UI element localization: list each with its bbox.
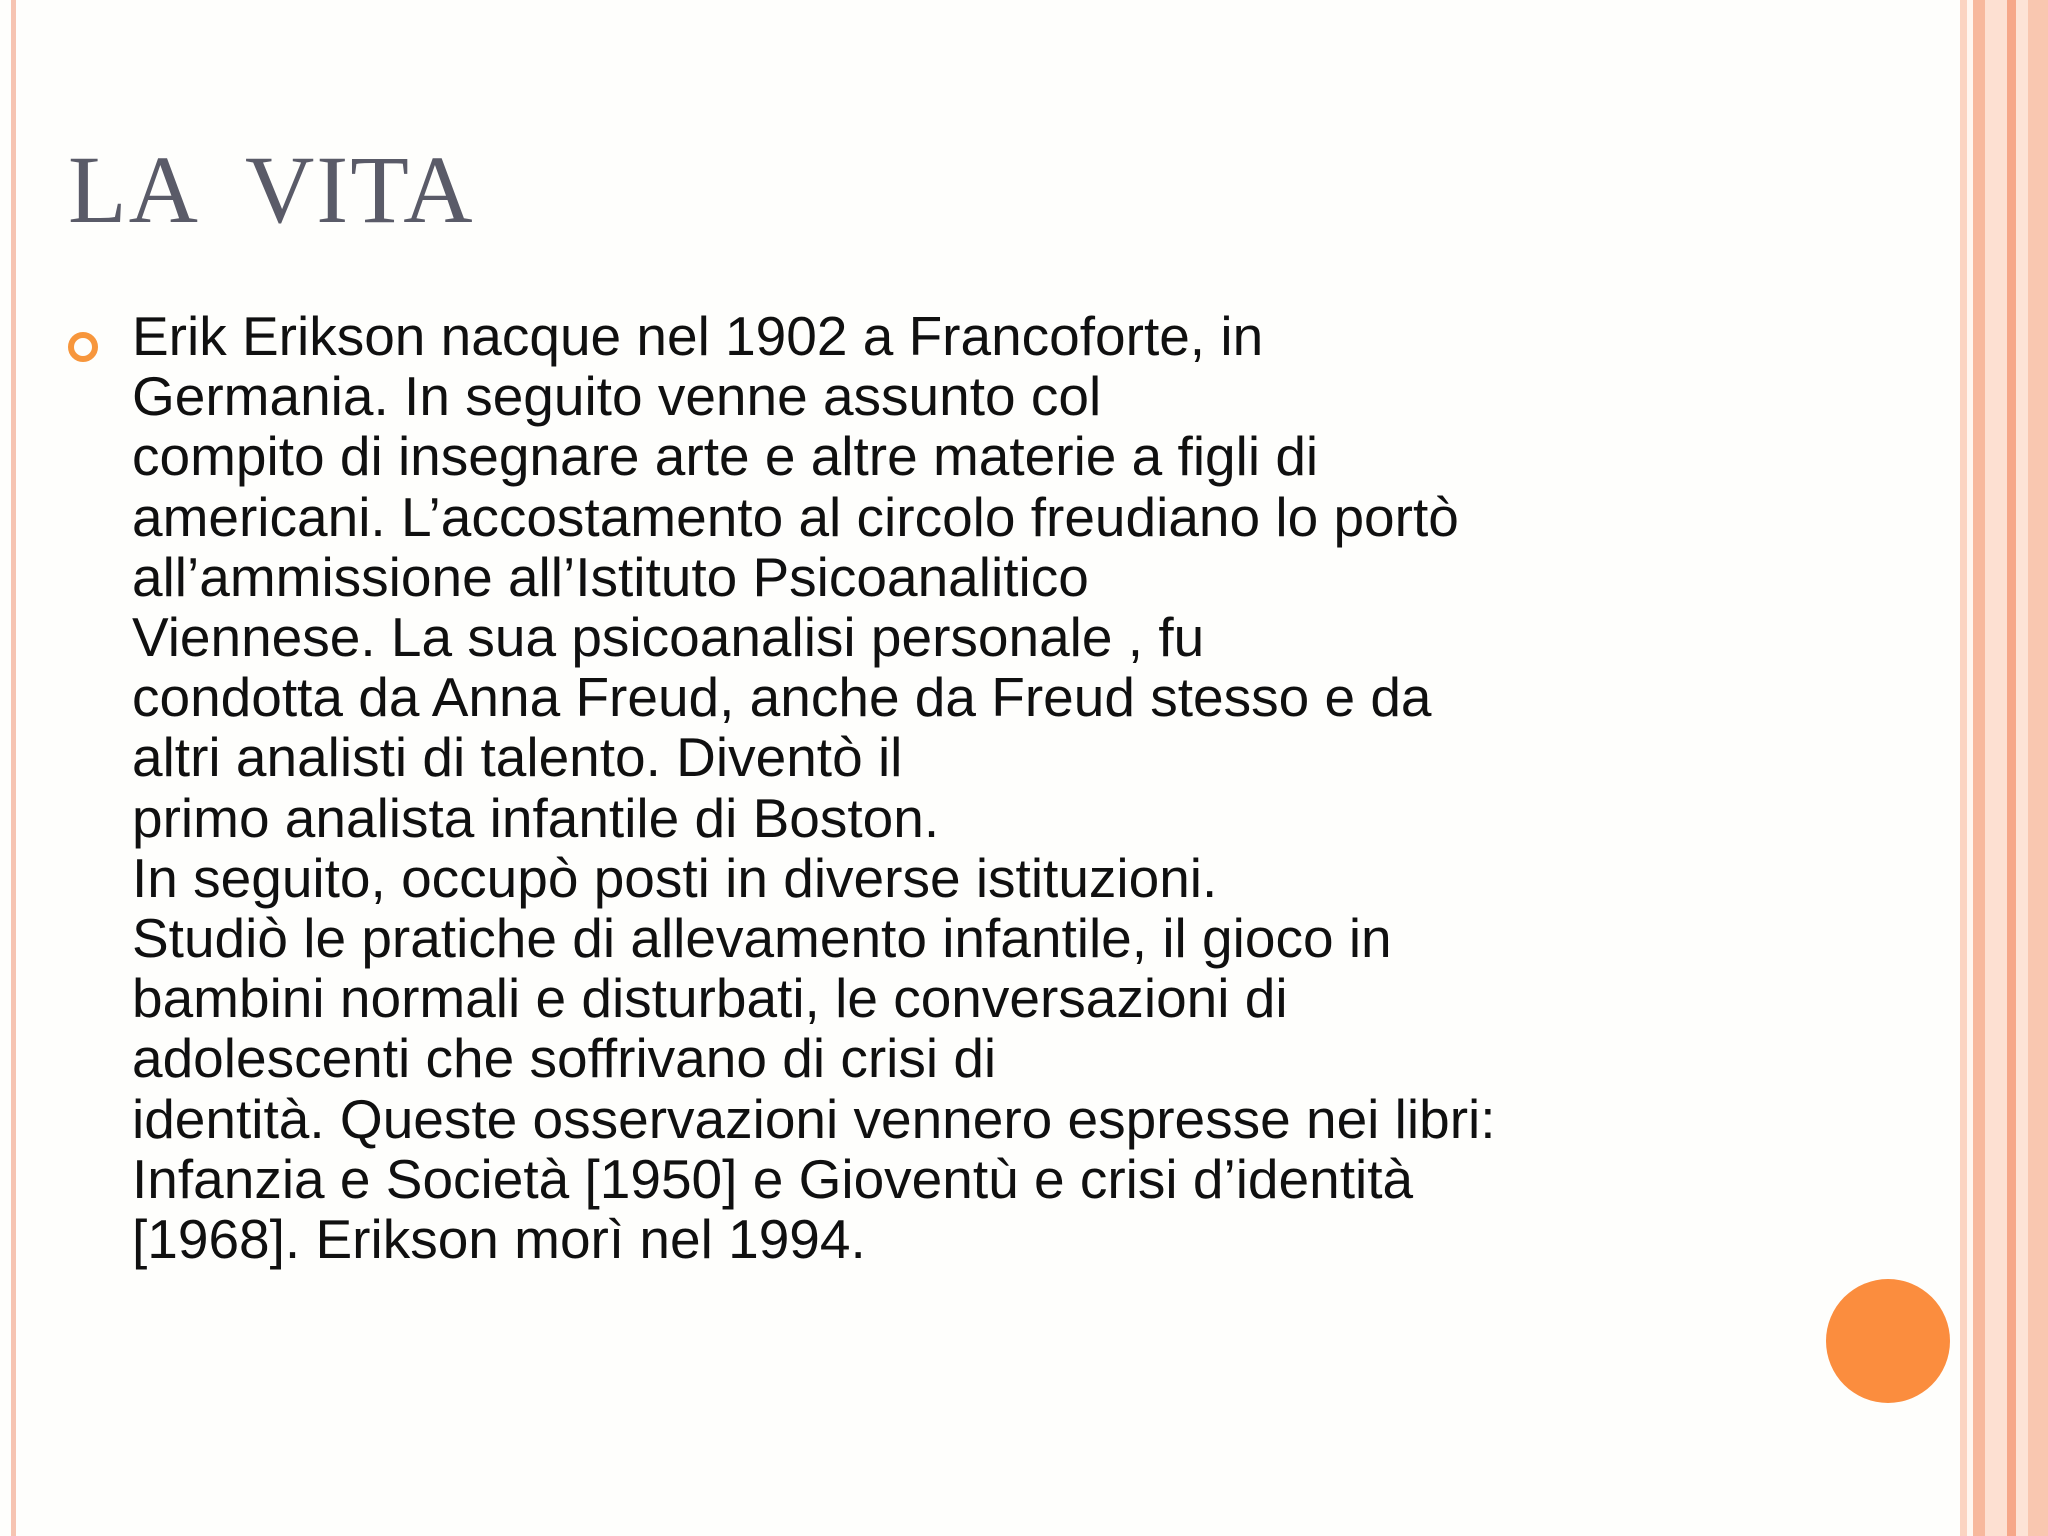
- right-border-stripe: [2016, 0, 2028, 1536]
- bullet-text: [132, 306, 1496, 1269]
- right-border-stripe: [1985, 0, 2007, 1536]
- right-border-stripe: [1973, 0, 1985, 1536]
- text-line: Infanzia e Società [1950] e Gioventù e crisi d’identità: [132, 1147, 1414, 1210]
- text-line: adolescenti che soffrivano di crisi di: [132, 1027, 997, 1090]
- text-line: [1968]. Erikson morì nel 1994.: [132, 1208, 866, 1271]
- text-line: condotta da Anna Freud, anche da Freud stesso e da: [132, 666, 1432, 729]
- text-line: Erik Erikson nacque nel 1902 a Francoforte, in: [132, 305, 1264, 367]
- text-line: all’ammissione all’Istituto Psicoanalitico: [132, 545, 1089, 608]
- right-border-stripe: [2007, 0, 2016, 1536]
- right-border-stripe: [1960, 0, 1967, 1536]
- text-line: altri analisti di talento. Diventò il: [132, 726, 903, 789]
- right-border-stripe: [2028, 0, 2048, 1536]
- orange-circle-decoration: [1826, 1279, 1950, 1403]
- text-line: americani. L’accostamento al circolo freudiano lo portò: [132, 485, 1459, 548]
- ring-bullet-icon: [68, 332, 98, 362]
- text-line: compito di insegnare arte e altre materie a figli di: [132, 425, 1319, 488]
- text-line: In seguito, occupò posti in diverse istituzioni.: [132, 846, 1218, 909]
- text-line: bambini normali e disturbati, le conversazioni di: [132, 967, 1288, 1030]
- text-line: Viennese. La sua psicoanalisi personale , fu: [132, 606, 1205, 669]
- text-line: Germania. In seguito venne assunto col: [132, 365, 1102, 428]
- slide-title: LA VITA: [68, 136, 475, 243]
- left-border-line: [11, 0, 16, 1536]
- text-line: Studiò le pratiche di allevamento infantile, il gioco in: [132, 907, 1392, 970]
- text-line: identità. Queste osservazioni vennero espresse nei libri:: [132, 1087, 1496, 1150]
- text-line: primo analista infantile di Boston.: [132, 786, 940, 849]
